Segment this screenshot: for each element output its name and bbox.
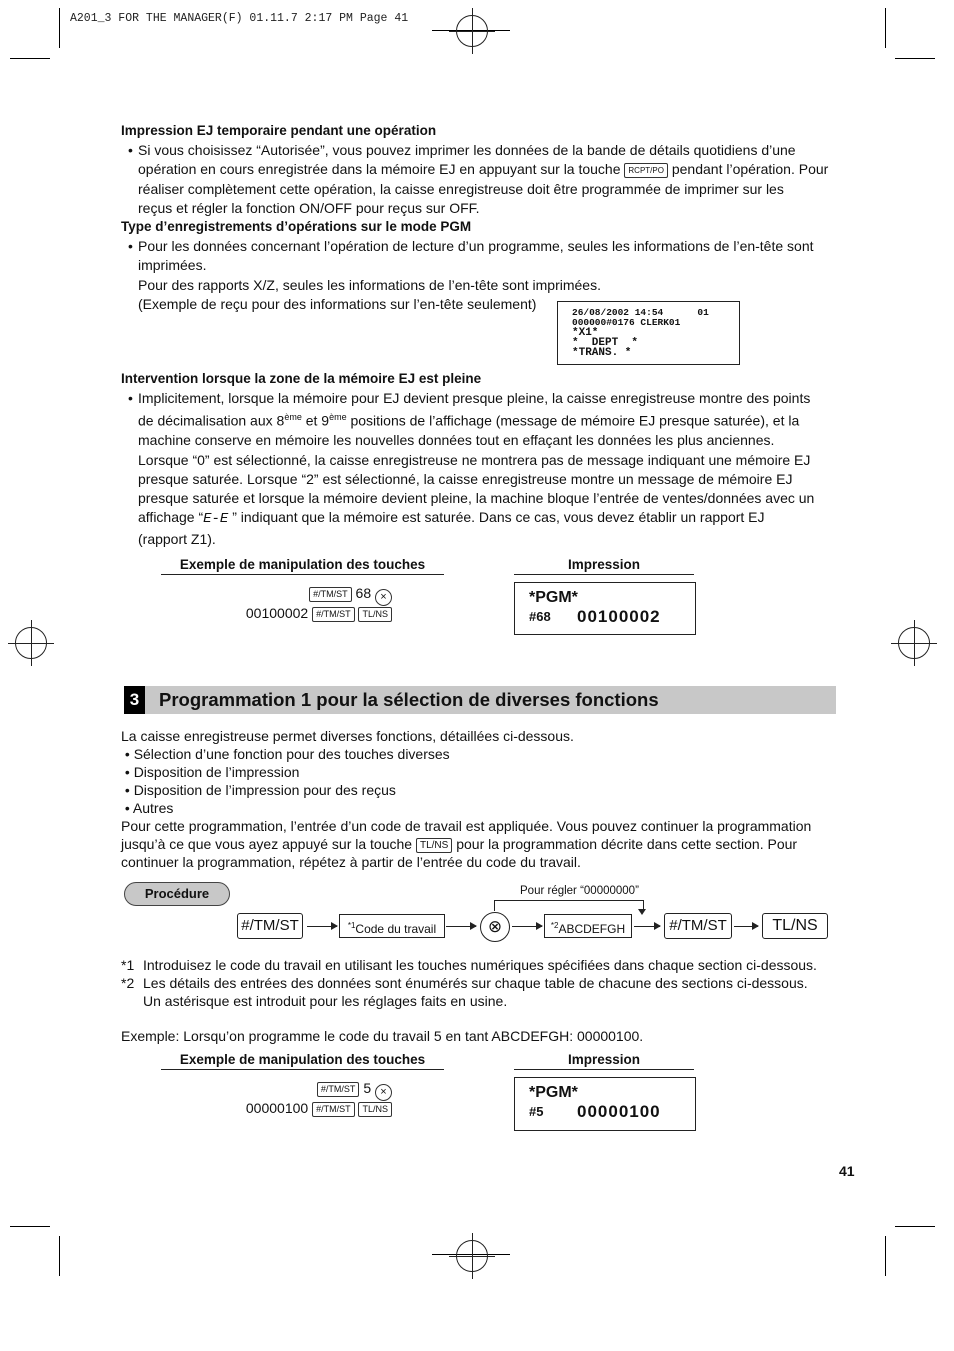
footnote: *1 Introduisez le code du travail en utilisant les touches numériques spécifiées dans chaque section ci-dessous. <box>121 957 817 973</box>
text-line: jusqu’à ce que vous ayez appuyé sur la touche TL/NS pour la programmation décrite dans cette section. Pour <box>121 836 798 852</box>
tl-ns-key-icon: TL/NS <box>358 607 392 622</box>
example2-receipt: *PGM* #5 00000100 <box>514 1077 696 1131</box>
abcdefgh-box: $^{*2}$ABCDEFGH <box>544 914 632 938</box>
section1-body <box>138 141 848 218</box>
text-line: machine conserve en mémoire les nouvelles données tout en effaçant les données les plus anciennes. <box>138 432 775 449</box>
arrow-right-icon <box>446 926 476 927</box>
text-line: Pour cette programmation, l’entrée d’un code de travail est appliquée. Vous pouvez continuer la programmation <box>121 818 812 834</box>
arrow-right-icon <box>512 926 542 927</box>
header-receipt-example <box>557 301 740 365</box>
chapter-number: 3 <box>124 686 145 714</box>
receipt-line: *X1* <box>572 327 599 339</box>
crop-mark <box>10 58 50 59</box>
display-e-e: E-E <box>203 511 229 528</box>
text-line: (Exemple de reçu pour des informations sur l’en-tête seulement) <box>138 295 537 312</box>
text-line: réaliser complètement cette opération, la caisse enregistreuse doit être programmée de imprimer sur les <box>138 180 784 197</box>
tm-st-key-icon: #/TM/ST <box>312 1102 355 1117</box>
registration-mark-icon <box>15 627 47 659</box>
text-line: Pour des rapports X/Z, seules les informations de l’en-tête sont imprimées. <box>138 276 601 293</box>
multiply-key-button[interactable]: ⊗ <box>480 912 510 942</box>
footnote: Un astérisque est introduit pour les réglages faits en usine. <box>143 993 508 1009</box>
list-item: • Sélection d’une fonction pour des touches diverses <box>121 746 450 762</box>
example2-row2: 00000100 #/TM/ST TL/NS <box>246 1100 392 1117</box>
receipt-line: *TRANS. * <box>572 347 632 359</box>
crop-mark <box>895 1226 935 1227</box>
arrow-right-icon <box>734 926 758 927</box>
arrow-right-icon <box>634 926 660 927</box>
section-title-pgm-mode: Type d’enregistrements d’opérations sur le mode PGM <box>121 219 472 234</box>
tm-st-key-button[interactable]: #/TM/ST <box>664 913 732 939</box>
text-line: Si vous choisissez “Autorisée”, vous pouvez imprimer les données de la bande de détails quotidiens d’une <box>138 142 796 158</box>
text-line: affichage “E-E ” indiquant que la mémoire est saturée. Dans ce cas, vous devez établir un rapport EJ <box>138 509 765 528</box>
text-line: reçus et régler la fonction ON/OFF pour reçus sur OFF. <box>138 199 480 216</box>
example2-keys-label: Exemple de manipulation des touches <box>161 1052 444 1070</box>
example1-row1: #/TM/ST 68 × <box>309 585 392 606</box>
text-line: Pour les données concernant l’opération de lecture d’un programme, seules les informations de l’en-tête sont <box>138 238 814 254</box>
procedure-badge: Procédure <box>124 882 230 906</box>
text-line: presque saturée et lorsque la mémoire devient pleine, la machine bloque l’entrée de ventes/données avec un <box>138 490 815 507</box>
text-line: de décimalisation aux 8ème et 9ème positions de l’affichage (message de mémoire EJ presque saturée), et la <box>138 412 800 429</box>
multiply-key-icon: × <box>375 589 392 606</box>
footnote: *2 Les détails des entrées des données sont énumérés sur chaque table de chacune des sections ci-dessous. <box>121 975 808 991</box>
crop-mark <box>59 8 60 48</box>
example1-keys-label: Exemple de manipulation des touches <box>161 557 444 575</box>
text-line: imprimées. <box>138 257 207 274</box>
bullet: • <box>128 390 133 406</box>
procedure-note: Pour régler “00000000” <box>520 885 639 897</box>
chapter-title: Programmation 1 pour la sélection de diverses fonctions <box>159 689 659 710</box>
list-item: • Autres <box>121 800 174 816</box>
receipt-line: 000000#0176 CLERK01 <box>572 317 681 328</box>
arrow-down-icon <box>638 909 646 915</box>
example1-row2: 00100002 #/TM/ST TL/NS <box>246 605 392 622</box>
rcpt-po-key-icon: RCPT/PO <box>624 163 668 178</box>
crop-mark <box>895 58 935 59</box>
bullet: • <box>128 142 133 158</box>
example1-receipt: *PGM* #68 00100002 <box>514 582 696 635</box>
tl-ns-key-icon: TL/NS <box>416 838 452 853</box>
bullet: • <box>128 238 133 254</box>
crop-mark <box>885 1236 886 1276</box>
example2-print-label: Impression <box>514 1052 694 1070</box>
tm-st-key-icon: #/TM/ST <box>309 587 352 602</box>
print-slug: A201_3 FOR THE MANAGER(F) 01.11.7 2:17 PM Page 41 <box>70 12 409 25</box>
list-item: • Disposition de l’impression <box>121 764 300 780</box>
registration-mark-icon <box>456 1240 488 1272</box>
crop-mark <box>885 8 886 48</box>
example1-print-label: Impression <box>514 557 694 575</box>
registration-mark-icon <box>898 627 930 659</box>
section-title-ej-full: Intervention lorsque la zone de la mémoire EJ est pleine <box>121 371 482 386</box>
text-line: (rapport Z1). <box>138 530 216 547</box>
tl-ns-key-button[interactable]: TL/NS <box>762 913 828 939</box>
bypass-bracket <box>494 900 644 911</box>
section2-body <box>138 237 848 314</box>
text-line: La caisse enregistreuse permet diverses fonctions, détaillées ci-dessous. <box>121 728 574 744</box>
section-title-temporary-ej: Impression EJ temporaire pendant une opération <box>121 123 437 138</box>
tm-st-key-button[interactable]: #/TM/ST <box>237 913 303 939</box>
multiply-key-icon: × <box>375 1084 392 1101</box>
text-line: Implicitement, lorsque la mémoire pour EJ devient presque pleine, la caisse enregistreuse montre des points <box>138 390 811 406</box>
tm-st-key-icon: #/TM/ST <box>312 607 355 622</box>
intro-block <box>121 727 851 871</box>
text-line: Lorsque “0” est sélectionné, la caisse enregistreuse ne montrera pas de message indiquant une mémoire EJ <box>138 451 811 468</box>
receipt-line: 26/08/2002 14:54 01 <box>572 307 709 318</box>
text-line: opération en cours enregistrée dans la mémoire EJ en appuyant sur la touche RCPT/PO pendant l’opération. Pour <box>138 161 829 178</box>
page-number: 41 <box>839 1163 855 1179</box>
receipt-line: * DEPT * <box>572 337 639 349</box>
example2-lead: Exemple: Lorsqu’on programme le code du travail 5 en tant ABCDEFGH: 00000100. <box>121 1028 644 1044</box>
job-code-box: $^{*1}$Code du travail <box>339 914 445 938</box>
arrow-right-icon <box>307 926 337 927</box>
registration-mark-icon <box>456 15 488 47</box>
tl-ns-key-icon: TL/NS <box>358 1102 392 1117</box>
text-line: continuer la programmation, répétez à partir de l’entrée du code du travail. <box>121 854 581 870</box>
crop-mark <box>59 1236 60 1276</box>
list-item: • Disposition de l’impression pour des reçus <box>121 782 396 798</box>
crop-mark <box>10 1226 50 1227</box>
footnotes <box>121 956 861 1010</box>
tm-st-key-icon: #/TM/ST <box>317 1082 360 1097</box>
text-line: presque saturée. Lorsque “2” est sélectionné, la caisse enregistreuse montre un message de mémoire EJ <box>138 470 793 487</box>
example2-row1: #/TM/ST 5 × <box>317 1080 392 1101</box>
section3-body <box>138 389 848 549</box>
